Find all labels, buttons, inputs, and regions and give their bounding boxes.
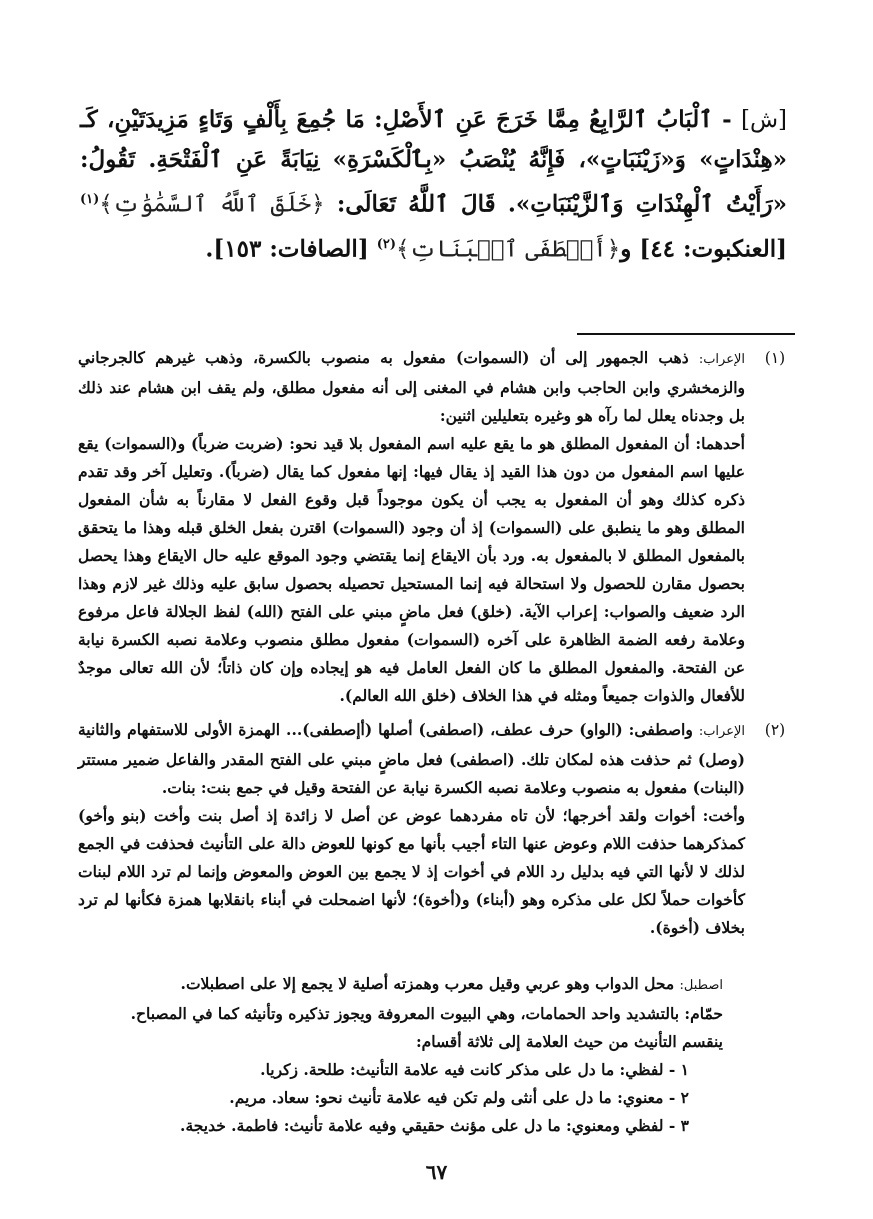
- istabl-note: [110, 970, 723, 1000]
- footnote-paragraph: أحدهما: أن المفعول المطلق هو ما يقع عليه اسم المفعول بلا قيد نحو: (ضربت ضرباً) و(السموات) يقع عليها اسم المفعول من دون هذا القيد إذ يقال فيها: إنها مفعول كما يقال (ضرباً). وتعليل آخر وقد تقدم ذكره كذلك وهو أن المفعول به يجب أن يكون موجوداً قبل وقوع الفعل لا مقارناً به شأن المفعول المطلق وهو ما ينطبق على (السموات) إذ أن وجود (السموات) اقترن بفعل الخلق قبله وهذا ما يتحقق بالمفعول المطلق لا بالمفعول به. ورد بأن الايقاع إنما يقتضي وجود الموقع عليه حال الايقاع وهذا يحصل بحصول مقارن للحصول ولا استحالة فيه إنما المستحيل تحصيله بحصول سابق عليه وذلك غير لازم وهذا الرد ضعيف والصواب: إعراب الآية. (خلق) فعل ماضٍ مبني على الفتح (الله) لفظ الجلالة فاعل مرفوع وعلامة رفعه الضمة الظاهرة على آخره (السموات) مفعول مطلق منصوب وعلامة نصبه الكسرة نيابة عن الفتحة. والمفعول المطلق ما كان الفعل العامل فيه هو إيجاده وإن كان ذاتاً؛ لأن الله تعالى موجدٌ للأفعال والذوات جميعاً ومثله في هذا الخلاف (خلق الله العالم).: [78, 434, 745, 705]
- extra-notes: [110, 970, 723, 1140]
- footnote-text: واصطفى: (الواو) حرف عطف، (اصطفى) أصلها (أإصطفى)... الهمزة الأولى للاستفهام والثانية (وصل) ثم حذفت هذه لمكان تلك. (اصطفى) فعل ماضٍ مبني على الفتح المقدر والفاعل ضمير مستتر (البنات) مفعول به منصوب وعلامة نصبه الكسرة نيابة عن الفتحة وقيل في جمع بنت: بنات.: [78, 720, 745, 797]
- feminine-intro: ينقسم التأنيث من حيث العلامة إلى ثلاثة أقسام:: [415, 1032, 723, 1051]
- list-item: ٢ - معنوي: ما دل على أنثى ولم تكن فيه علامة تأنيث نحو: سعاد. مريم.: [229, 1088, 689, 1107]
- list-item: ١ - لفظي: ما دل على مذكر كانت فيه علامة التأنيث: طلحة. زكريا.: [260, 1060, 689, 1079]
- page-number: ٦٧: [425, 1160, 448, 1184]
- quran-verse-2: ﴿أَصۡطَفَى ٱلۡبَنَاتِ﴾: [396, 236, 621, 263]
- footnote-number: (٢): [764, 721, 786, 739]
- main-paragraph: - ٱلْبَابُ ٱلرَّابِعُ مِمَّا خَرَجَ عَنِ ٱلأَصْلِ: مَا جُمِعَ بِأَلْفٍ وَتَاءٍ مَزِيدَتَيْنِ، كَـ «هِنْدَاتٍ» وَ«زَيْنَبَاتٍ»، فَإِنَّهُ يُنْصَبُ «بِٱلْكَسْرَةِ» نِيَابَةً عَنِ ٱلْفَتْحَةِ. تَقُولُ: «رَأَيْتُ ٱلْهِنْدَاتِ وَٱلزَّيْنَبَاتِ». قَالَ ٱللَّهُ تَعَالَى:: [80, 106, 787, 218]
- istabl-text: محل الدواب وهو عربي وقيل معرب وهمزته أصلية لا يجمع إلا على اصطبلات.: [180, 974, 675, 993]
- footnote-separator: [577, 333, 795, 335]
- conjunction: و: [620, 235, 632, 263]
- footnote-1: [78, 344, 795, 710]
- footnotes: [78, 344, 795, 948]
- footnote-lead: الإعراب:: [698, 724, 745, 739]
- footnote-paragraph: وأخت: أخوات ولقد أخرجها؛ لأن تاه مفردهما عوض عن أصل لا زائدة إذ أصل بنت وأخت (بنو وأخو) كمذكرهما حذفت اللام وعوض عنها التاء أجيب بأنها مع كونها للعوض دالة على التأنيث فحذفت في الجمع لذلك لا لأنها التي فيه بدليل رد اللام في أخوات إذ لا يجمع بين العوض والمعوض وإنما لم ترد اللام لبنات كأخوات حملاً لكل على مذكره وهو (أبناء) و(أخوة)؛ لأنها اضمحلت في أبناء بانقلابها همزة فكأنها لم ترد بخلاف (أخوة).: [78, 806, 745, 937]
- verse-reference-1: [العنكبوت: ٤٤]: [639, 235, 787, 263]
- footnote-paragraph: [78, 344, 745, 430]
- footnote-paragraph: [78, 716, 745, 802]
- footnote-number: (١): [764, 349, 786, 367]
- footnote-text: ذهب الجمهور إلى أن (السموات) مفعول به منصوب بالكسرة، وذهب غيرهم كالجرجاني والزمخشري وابن الحاجب وابن هشام في المغنى إلى أنه مفعول مطلق، ولم يقف ابن هشام عند ذلك بل وجدناه يعلل لما رآه هو وغيره بتعليلين اثنين:: [78, 348, 745, 425]
- list-item: ٣ - لفظي ومعنوي: ما دل على مؤنث حقيقي وفيه علامة تأنيث: فاطمة. خديجة.: [180, 1116, 689, 1135]
- quran-verse-1: ﴿خَلَقَ ٱللَّهُ ٱلسَّمَٰوَٰتِ﴾: [99, 191, 325, 218]
- istabl-lead: اصطبل:: [679, 978, 723, 993]
- verse-reference-2: [الصافات: ١٥٣].: [205, 235, 369, 263]
- footnote-ref-1[interactable]: (١): [80, 192, 100, 207]
- footnote-ref-2[interactable]: (٢): [376, 236, 397, 252]
- section-marker: [ش]: [740, 107, 787, 133]
- hammam-note: حمّام: بالتشديد واحد الحمامات، وهي البيوت المعروفة ويجوز تذكيره وتأنيثه كما في المصباح.: [130, 1004, 723, 1023]
- footnote-lead: الإعراب:: [698, 352, 745, 367]
- footnote-2: [78, 716, 795, 942]
- main-text: [80, 100, 787, 269]
